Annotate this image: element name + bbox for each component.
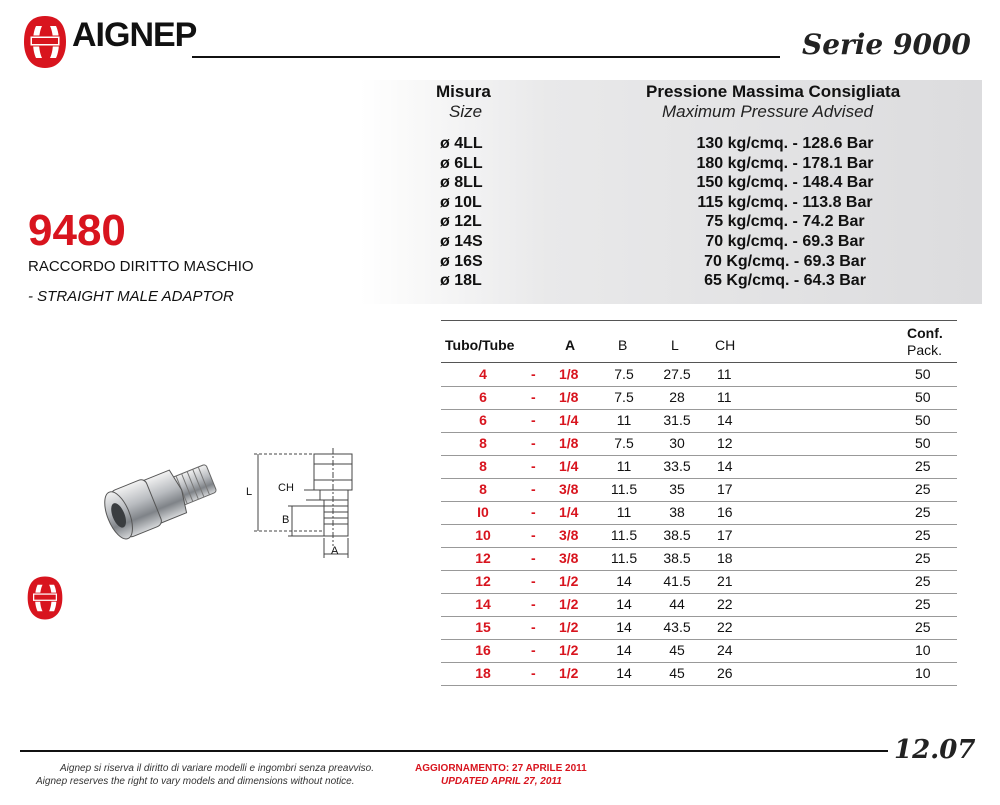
page-number: 12.07 xyxy=(894,735,976,765)
table-row xyxy=(441,616,957,640)
cell-ch: 11 xyxy=(717,366,732,382)
cell-l: 27.5 xyxy=(663,366,691,382)
cell-tube: 12 xyxy=(475,550,491,566)
cell-l: 38.5 xyxy=(663,527,691,543)
cell-tube: 6 xyxy=(479,412,487,428)
cell-b: 14 xyxy=(616,596,632,612)
th-tube: Tubo/Tube xyxy=(445,337,515,353)
table-row xyxy=(441,570,957,594)
cell-pack: 25 xyxy=(915,481,931,497)
size-list xyxy=(440,134,540,291)
cell-pack: 50 xyxy=(915,389,931,405)
brand-name: AIGNEP xyxy=(72,16,197,54)
cell-ch: 17 xyxy=(717,527,733,543)
pressure-item: 130 kg/cmq. - 128.6 Bar xyxy=(696,135,874,152)
cell-l: 38.5 xyxy=(663,550,691,566)
cell-dash: - xyxy=(531,366,536,382)
cell-a: 1/8 xyxy=(559,389,579,405)
cell-tube: 15 xyxy=(475,619,491,635)
cell-b: 7.5 xyxy=(614,366,634,382)
table-row xyxy=(441,662,957,686)
cell-b: 11.5 xyxy=(610,527,638,543)
pressure-item: 75 kg/cmq. - 74.2 Bar xyxy=(705,213,865,231)
cell-dash: - xyxy=(531,435,536,451)
cell-pack: 25 xyxy=(915,619,931,635)
table-row xyxy=(441,547,957,571)
size-header-en: Size xyxy=(449,102,483,121)
series-title: Serie 9000 xyxy=(802,28,971,61)
pressure-header: Pressione Massima Consigliata xyxy=(646,82,901,101)
drawing-label-ch: CH xyxy=(278,482,294,494)
product-title-it: RACCORDO DIRITTO MASCHIO xyxy=(28,258,254,275)
table-row xyxy=(441,386,957,410)
th-l: L xyxy=(671,337,679,353)
cell-ch: 22 xyxy=(717,596,733,612)
size-item: ø 6LL xyxy=(440,154,483,172)
cell-l: 41.5 xyxy=(663,573,691,589)
cell-pack: 25 xyxy=(915,573,931,589)
cell-l: 45 xyxy=(669,642,685,658)
cell-b: 14 xyxy=(616,573,632,589)
cell-b: 14 xyxy=(616,619,632,635)
cell-a: 1/2 xyxy=(559,665,579,681)
cell-pack: 25 xyxy=(915,458,931,474)
pressure-list xyxy=(640,134,930,291)
cell-tube: 16 xyxy=(475,642,491,658)
pressure-item: 70 Kg/cmq. - 69.3 Bar xyxy=(704,252,866,270)
cell-dash: - xyxy=(531,596,536,612)
table-row xyxy=(441,639,957,663)
cell-pack: 25 xyxy=(915,527,931,543)
pressure-item: 70 kg/cmq. - 69.3 Bar xyxy=(705,232,865,250)
table-row xyxy=(441,593,957,617)
cell-b: 14 xyxy=(616,665,632,681)
table-row xyxy=(441,524,957,548)
size-item: ø 4LL xyxy=(440,135,483,152)
cell-a: 1/4 xyxy=(559,458,579,474)
th-b: B xyxy=(618,337,628,353)
cell-l: 30 xyxy=(669,435,685,451)
product-code: 9480 xyxy=(28,206,126,255)
cell-ch: 14 xyxy=(717,412,733,428)
cell-l: 43.5 xyxy=(663,619,691,635)
pressure-header-en: Maximum Pressure Advised xyxy=(662,102,873,121)
cell-ch: 12 xyxy=(717,435,733,451)
cell-l: 44 xyxy=(669,596,685,612)
cell-b: 7.5 xyxy=(614,389,634,405)
cell-a: 3/8 xyxy=(559,527,579,543)
aignep-small-logo-icon xyxy=(26,574,64,622)
cell-dash: - xyxy=(531,389,536,405)
size-item: ø 14S xyxy=(440,232,483,250)
cell-pack: 25 xyxy=(915,596,931,612)
cell-dash: - xyxy=(531,412,536,428)
pressure-item: 65 Kg/cmq. - 64.3 Bar xyxy=(704,272,866,290)
drawing-label-b: B xyxy=(282,514,290,526)
pressure-item: 150 kg/cmq. - 148.4 Bar xyxy=(696,174,874,192)
size-item: ø 16S xyxy=(440,252,483,270)
cell-tube: I0 xyxy=(477,504,489,520)
cell-tube: 18 xyxy=(475,665,491,681)
cell-ch: 24 xyxy=(717,642,733,658)
cell-a: 1/4 xyxy=(559,412,579,428)
th-ch: CH xyxy=(715,337,736,353)
cell-tube: 8 xyxy=(479,458,487,474)
cell-b: 11.5 xyxy=(610,550,638,566)
footer-note-it: Aignep si riserva il diritto di variare modelli e ingombri senza preavviso. xyxy=(60,763,375,774)
cell-dash: - xyxy=(531,504,536,520)
cell-a: 1/2 xyxy=(559,619,579,635)
cell-ch: 26 xyxy=(717,665,733,681)
fitting-photo xyxy=(96,455,228,545)
th-a: A xyxy=(565,337,576,353)
cell-pack: 25 xyxy=(915,504,931,520)
cell-b: 11.5 xyxy=(610,481,638,497)
cell-dash: - xyxy=(531,527,536,543)
cell-ch: 22 xyxy=(717,619,733,635)
cell-tube: 14 xyxy=(475,596,491,612)
cell-tube: 8 xyxy=(479,435,487,451)
product-title-en: - STRAIGHT MALE ADAPTOR xyxy=(28,288,234,305)
size-item: ø 10L xyxy=(440,193,482,211)
cell-ch: 21 xyxy=(717,573,733,589)
cell-b: 11 xyxy=(616,504,632,520)
cell-pack: 50 xyxy=(915,435,931,451)
cell-dash: - xyxy=(531,642,536,658)
cell-a: 1/4 xyxy=(559,504,579,520)
cell-dash: - xyxy=(531,573,536,589)
cell-ch: 14 xyxy=(717,458,733,474)
cell-dash: - xyxy=(531,619,536,635)
size-item: ø 8LL xyxy=(440,174,483,192)
cell-ch: 17 xyxy=(717,481,733,497)
table-row xyxy=(441,501,957,525)
cell-dash: - xyxy=(531,481,536,497)
pressure-item: 180 kg/cmq. - 178.1 Bar xyxy=(696,154,874,172)
drawing-label-a: A xyxy=(331,545,339,557)
cell-pack: 10 xyxy=(915,642,931,658)
cell-a: 1/8 xyxy=(559,366,579,382)
aignep-logo-icon xyxy=(22,14,68,70)
size-item: ø 18L xyxy=(440,272,482,290)
cell-ch: 18 xyxy=(717,550,733,566)
cell-tube: 4 xyxy=(479,366,487,382)
cell-a: 1/8 xyxy=(559,435,579,451)
cell-l: 28 xyxy=(669,389,685,405)
cell-l: 45 xyxy=(669,665,685,681)
cell-pack: 10 xyxy=(915,665,931,681)
footer-rule xyxy=(20,750,888,752)
cell-tube: 12 xyxy=(475,573,491,589)
cell-pack: 50 xyxy=(915,412,931,428)
cell-b: 11 xyxy=(616,458,632,474)
cell-ch: 11 xyxy=(717,389,732,405)
drawing-label-l: L xyxy=(246,486,253,498)
footer-note-en: Aignep reserves the right to vary models and dimensions without notice. xyxy=(36,776,355,787)
pressure-item: 115 kg/cmq. - 113.8 Bar xyxy=(697,193,873,211)
update-date-en: UPDATED APRIL 27, 2011 xyxy=(441,776,562,787)
cell-dash: - xyxy=(531,665,536,681)
cell-l: 33.5 xyxy=(663,458,691,474)
table-top-rule xyxy=(441,320,957,321)
cell-tube: 10 xyxy=(475,527,491,543)
table-row xyxy=(441,409,957,433)
cell-tube: 6 xyxy=(479,389,487,405)
cell-a: 1/2 xyxy=(559,573,579,589)
cell-l: 31.5 xyxy=(663,412,691,428)
cell-dash: - xyxy=(531,550,536,566)
table-row xyxy=(441,432,957,456)
cell-l: 35 xyxy=(669,481,685,497)
th-pack-en: Pack. xyxy=(907,342,943,358)
cell-b: 14 xyxy=(616,642,632,658)
th-pack-it: Conf. xyxy=(907,325,943,341)
cell-l: 38 xyxy=(669,504,685,520)
size-item: ø 12L xyxy=(440,213,482,231)
cell-a: 3/8 xyxy=(559,550,579,566)
cell-tube: 8 xyxy=(479,481,487,497)
technical-drawing xyxy=(244,446,374,566)
table-row xyxy=(441,455,957,479)
header-rule xyxy=(192,56,780,58)
cell-b: 7.5 xyxy=(614,435,634,451)
cell-dash: - xyxy=(531,458,536,474)
size-header: Misura xyxy=(436,82,491,101)
table-row xyxy=(441,363,957,387)
table-row xyxy=(441,478,957,502)
update-date-it: AGGIORNAMENTO: 27 APRILE 2011 xyxy=(415,763,587,774)
cell-ch: 16 xyxy=(717,504,733,520)
cell-pack: 25 xyxy=(915,550,931,566)
cell-a: 1/2 xyxy=(559,642,579,658)
cell-b: 11 xyxy=(616,412,632,428)
cell-a: 1/2 xyxy=(559,596,579,612)
cell-a: 3/8 xyxy=(559,481,579,497)
cell-pack: 50 xyxy=(915,366,931,382)
